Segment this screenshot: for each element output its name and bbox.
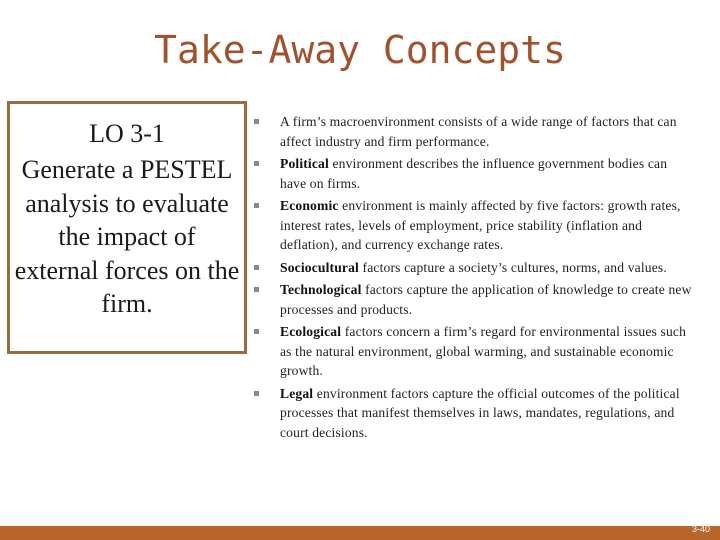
square-bullet-icon bbox=[254, 329, 259, 334]
concept-term: Political bbox=[280, 156, 329, 171]
concept-term: Legal bbox=[280, 385, 314, 401]
learning-objective-text: Generate a PESTEL analysis to evaluate the impact of external forces on the firm. bbox=[14, 155, 240, 318]
footer-accent-bar bbox=[0, 526, 720, 540]
concept-text: environment is mainly affected by five factors: growth rates, interest rates, levels of employment, price stability (inflation and deflation), and currency exchange rates. bbox=[280, 198, 681, 252]
concept-item-sociocultural bbox=[252, 258, 692, 278]
concept-text: factors capture a society’s cultures, norms, and values. bbox=[358, 259, 667, 275]
square-bullet-icon bbox=[254, 161, 259, 166]
concept-term: Technological bbox=[280, 282, 362, 297]
concept-text: environment describes the influence government bodies can have on firms. bbox=[280, 156, 668, 191]
square-bullet-icon bbox=[254, 203, 259, 208]
square-bullet-icon bbox=[254, 391, 259, 396]
concept-term: Economic bbox=[280, 198, 339, 213]
learning-objective-box bbox=[7, 101, 247, 354]
concept-item-political bbox=[252, 154, 692, 193]
concept-item-technological bbox=[252, 280, 692, 319]
concept-term: Sociocultural bbox=[280, 259, 359, 275]
concept-item-economic bbox=[252, 196, 692, 255]
square-bullet-icon bbox=[254, 119, 259, 124]
concept-text: environment factors capture the official outcomes of the political processes that manifest themselves in laws, mandates, regulations, and court decisions. bbox=[280, 385, 680, 440]
concept-item-ecological bbox=[252, 322, 692, 381]
learning-objective-id: LO 3-1 bbox=[89, 119, 165, 148]
page-number: 3-40 bbox=[691, 524, 710, 534]
concept-text: factors concern a firm’s regard for environmental issues such as the natural environment, global warming, and sustainable economic growth. bbox=[280, 324, 687, 378]
concept-term: Ecological bbox=[280, 324, 342, 339]
concept-text: A firm’s macroenvironment consists of a wide range of factors that can affect industry and firm performance. bbox=[280, 114, 677, 149]
square-bullet-icon bbox=[254, 287, 259, 292]
concept-text: factors capture the application of knowledge to create new processes and products. bbox=[280, 282, 692, 317]
concept-list bbox=[252, 112, 692, 445]
square-bullet-icon bbox=[254, 265, 259, 270]
concept-item-macroenvironment bbox=[252, 112, 692, 151]
concept-item-legal bbox=[252, 384, 692, 443]
slide-title: Take-Away Concepts bbox=[154, 28, 566, 72]
